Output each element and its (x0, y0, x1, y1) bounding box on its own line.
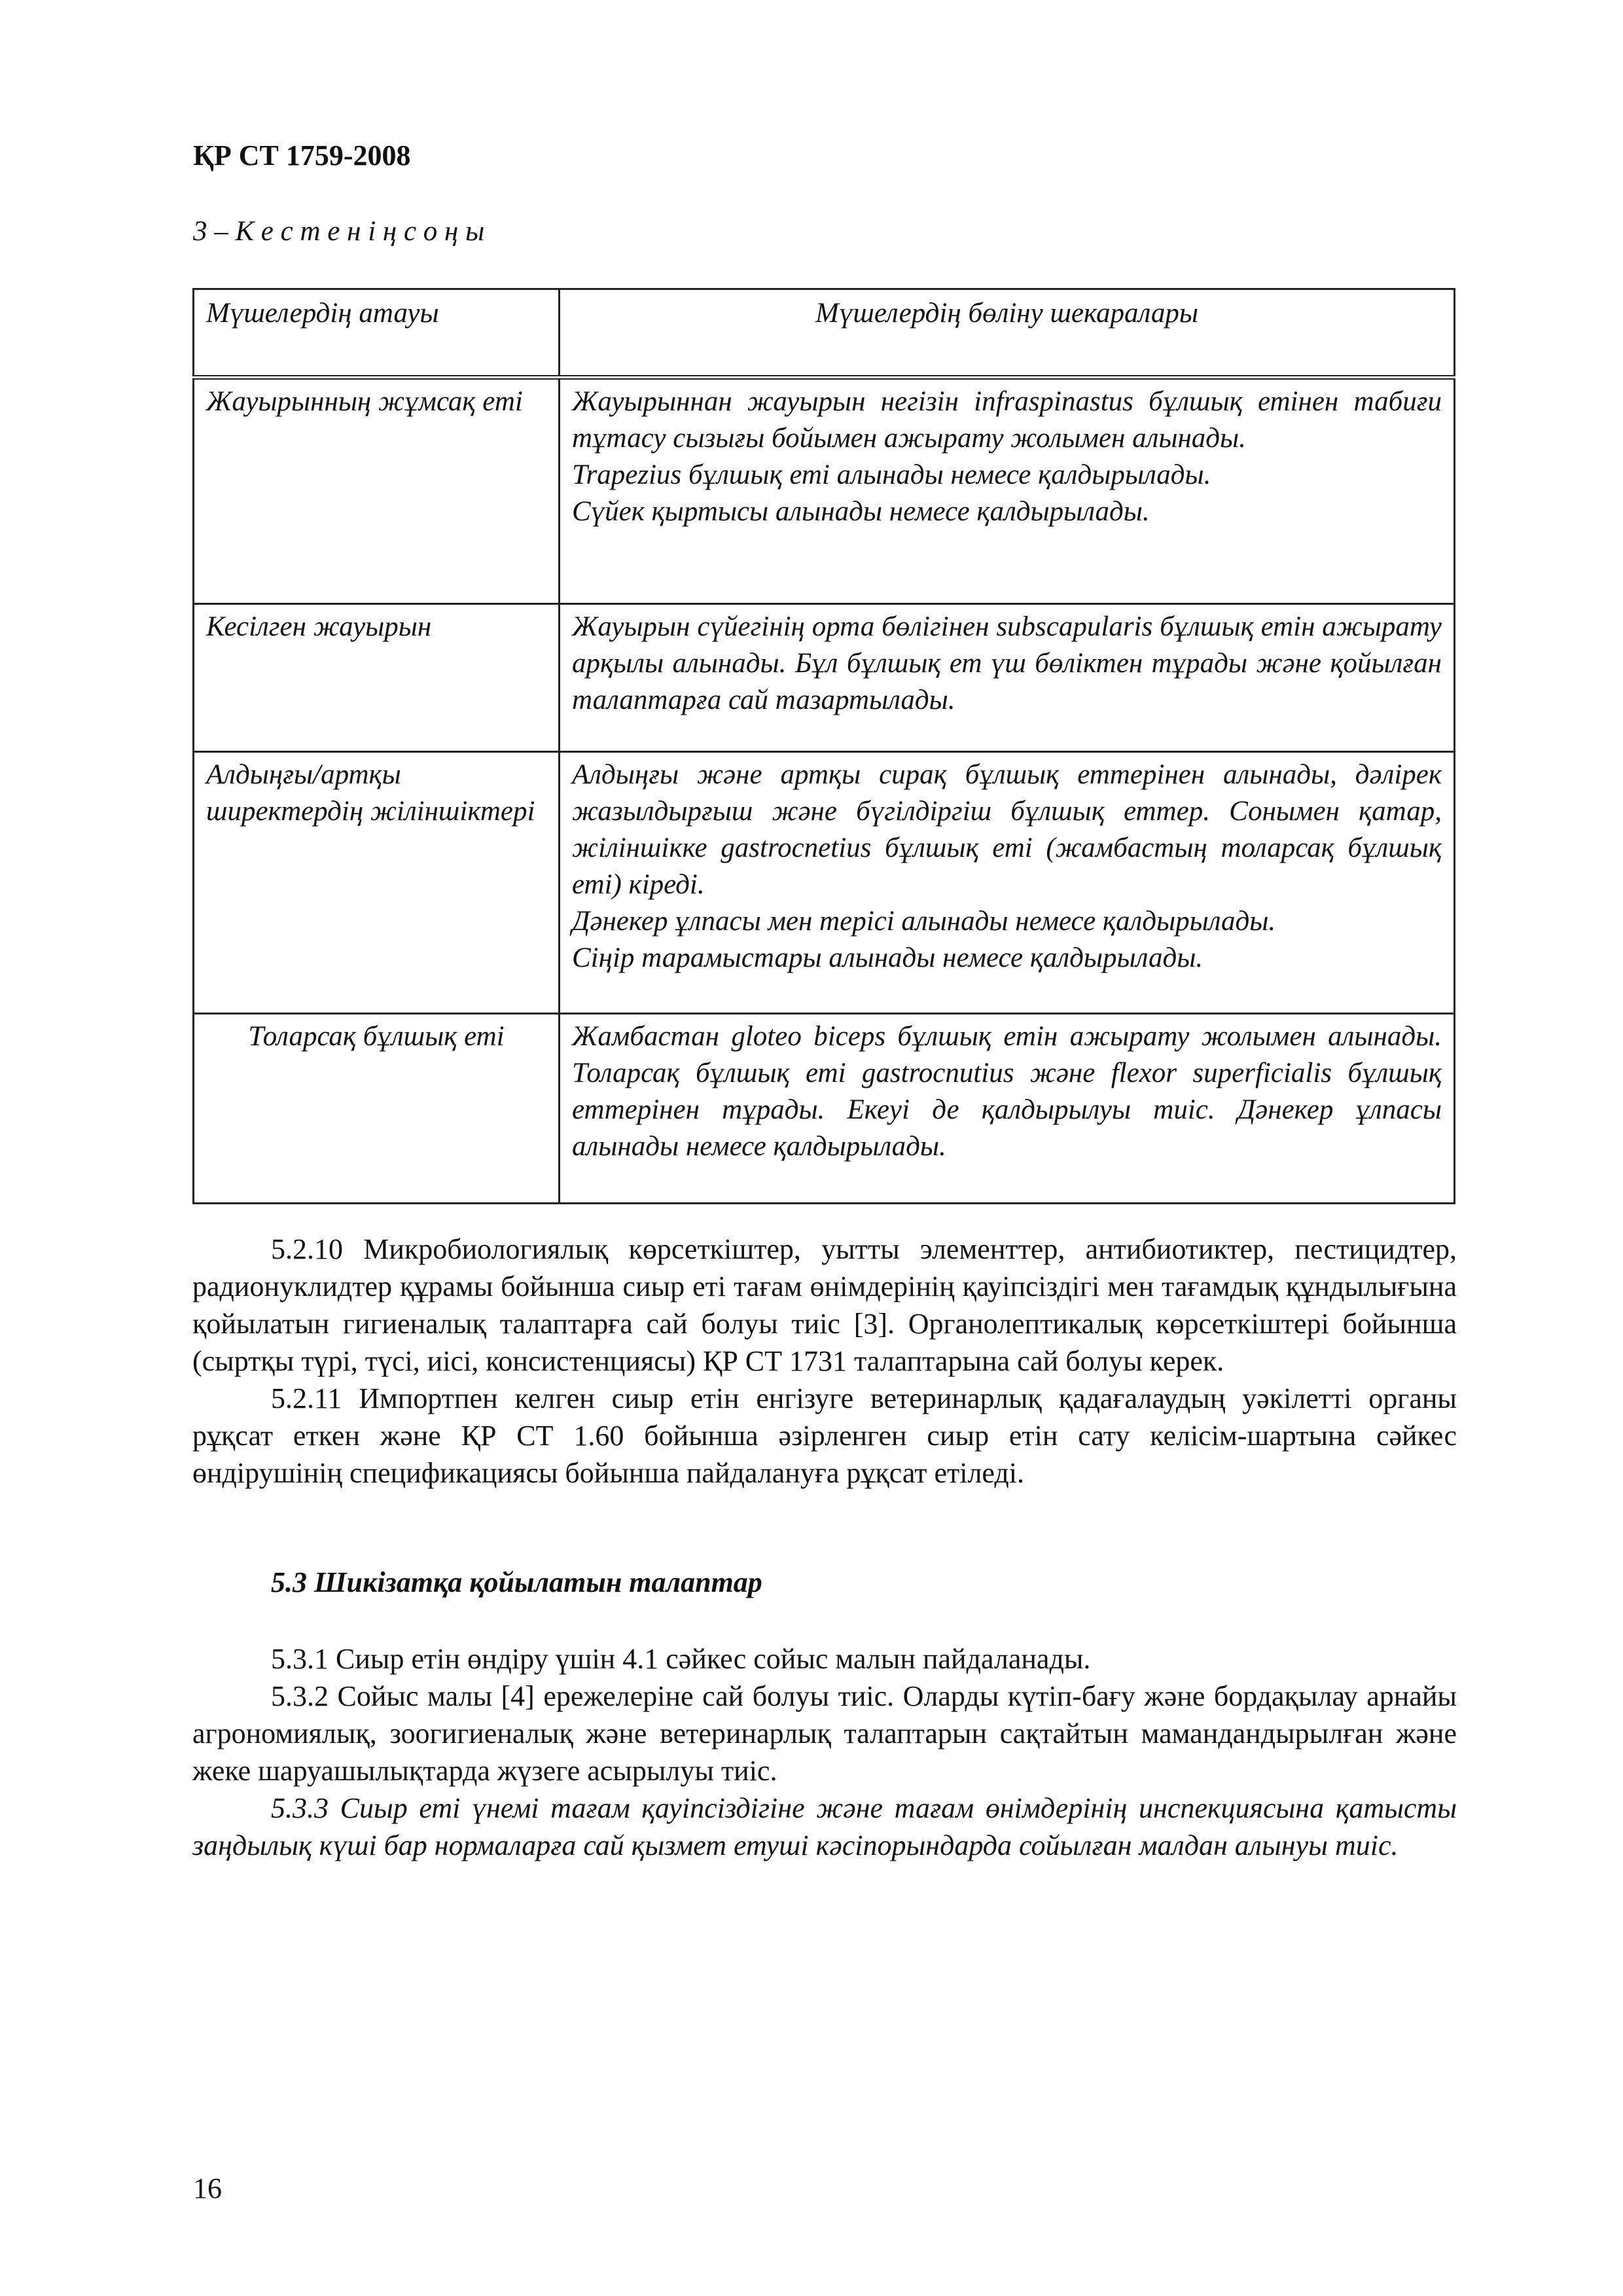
paragraph-5-3-3: 5.3.3 Сиыр еті үнемі тағам қауіпсіздігіне және тағам өнімдерінің инспекциясына қатысты заңдылық күші бар нормаларға сай қызмет етуші кәсіпорындарда сойылған малдан алынуы тиіс. (192, 1792, 1457, 1861)
table-row (194, 752, 1455, 1014)
document-code: ҚР СТ 1759-2008 (193, 139, 411, 171)
row-description-cell (560, 752, 1455, 1014)
table-caption: 3 – К е с т е н і ң с о ң ы (193, 216, 485, 247)
row-description-cell (560, 1014, 1455, 1204)
column-header-boundaries: Мүшелердің бөліну шекаралары (560, 289, 1455, 378)
row-name-cell: Жауырынның жұмсақ еті (194, 378, 560, 604)
row-description-cell (560, 604, 1455, 752)
row-name-cell: Толарсақ бұлшық еті (194, 1014, 560, 1204)
section-heading-5-3: 5.3 Шикізатқа қойылатын талаптар (271, 1566, 762, 1598)
row-description-cell (560, 378, 1455, 604)
row-name-cell: Алдыңғы/артқы ширектердің жіліншіктері (194, 752, 560, 1014)
description-line: Алдыңғы және артқы сирақ бұлшық еттерінен алынады, дәлірек жазылдырғыш және бүгілдіргіш бұлшық еттер. Сонымен қатар, жіліншікке gastrocnetius бұлшық еті (жамбастың толарсақ бұлшық еті) кіреді. (572, 759, 1442, 900)
description-line: Жамбастан gloteo biceps бұлшық етін ажырату жолымен алынады. Толарсақ бұлшық еті gastrocnutius және flexor superficialis бұлшық еттерінен тұрады. Екеуі де қалдырылуы тиіс. Дәнекер ұлпасы алынады немесе қалдырылады. (572, 1021, 1442, 1162)
description-line: Жауырын сүйегінің орта бөлігінен subscapularis бұлшық етін ажырату арқылы алынады. Бұл бұлшық ет үш бөліктен тұрады және қойылған талаптарға сай тазартылады. (572, 611, 1442, 715)
table-row (194, 378, 1455, 604)
paragraph-5-3-2: 5.3.2 Сойыс малы [4] ережелеріне сай болуы тиіс. Оларды күтіп-бағу және бордақылау арнайы агрономиялық, зоогигиеналық және ветеринарлық талаптарын сақтайтын мамандандырылған және жеке шаруашылықтарда жүзеге асырылуы тиіс. (192, 1680, 1457, 1787)
table-row (194, 604, 1455, 752)
body-block-5-2 (192, 1230, 1457, 1492)
paragraph-5-2-10: 5.2.10 Микробиологиялық көрсеткіштер, уытты элементтер, антибиотиктер, пестицидтер, радионуклидтер құрамы бойынша сиыр еті тағам өнімдерінің қауіпсіздігі мен тағамдық құндылығына қойылатын гигиеналық талаптарға сай болуы тиіс [3]. Органолептикалық көрсеткіштері бойынша (сыртқы түрі, түсі, иісі, консистенциясы) ҚР СТ 1731 талаптарына сай болуы керек. (192, 1233, 1457, 1377)
description-line: Дәнекер ұлпасы мен терісі алынады немесе қалдырылады. (572, 906, 1276, 937)
description-line: Trapezius бұлшық еті алынады немесе қалдырылады. (572, 459, 1211, 490)
description-line: Сіңір тарамыстары алынады немесе қалдырылады. (572, 942, 1204, 973)
table-header-row (194, 289, 1455, 378)
parts-table (192, 288, 1455, 1204)
page-number: 16 (193, 2172, 222, 2204)
row-name-cell: Кесілген жауырын (194, 604, 560, 752)
table-row (194, 1014, 1455, 1204)
description-line: Сүйек қыртысы алынады немесе қалдырылады. (572, 496, 1150, 527)
body-block-5-3 (192, 1640, 1457, 1864)
paragraph-5-2-11: 5.2.11 Импортпен келген сиыр етін енгізуге ветеринарлық қадағалаудың уәкілетті органы рұқсат еткен және ҚР СТ 1.60 бойынша әзірленген сиыр етін сату келісім-шартына сәйкес өндірушінің спецификациясы бойынша пайдалануға рұқсат етіледі. (192, 1382, 1457, 1489)
description-line: Жауырыннан жауырын негізін infraspinastus бұлшық етінен табиғи тұтасу сызығы бойымен ажырату жолымен алынады. (572, 386, 1442, 454)
paragraph-5-3-1: 5.3.1 Сиыр етін өндіру үшін 4.1 сәйкес сойыс малын пайдаланады. (271, 1643, 1091, 1675)
column-header-name: Мүшелердің атауы (194, 289, 560, 378)
